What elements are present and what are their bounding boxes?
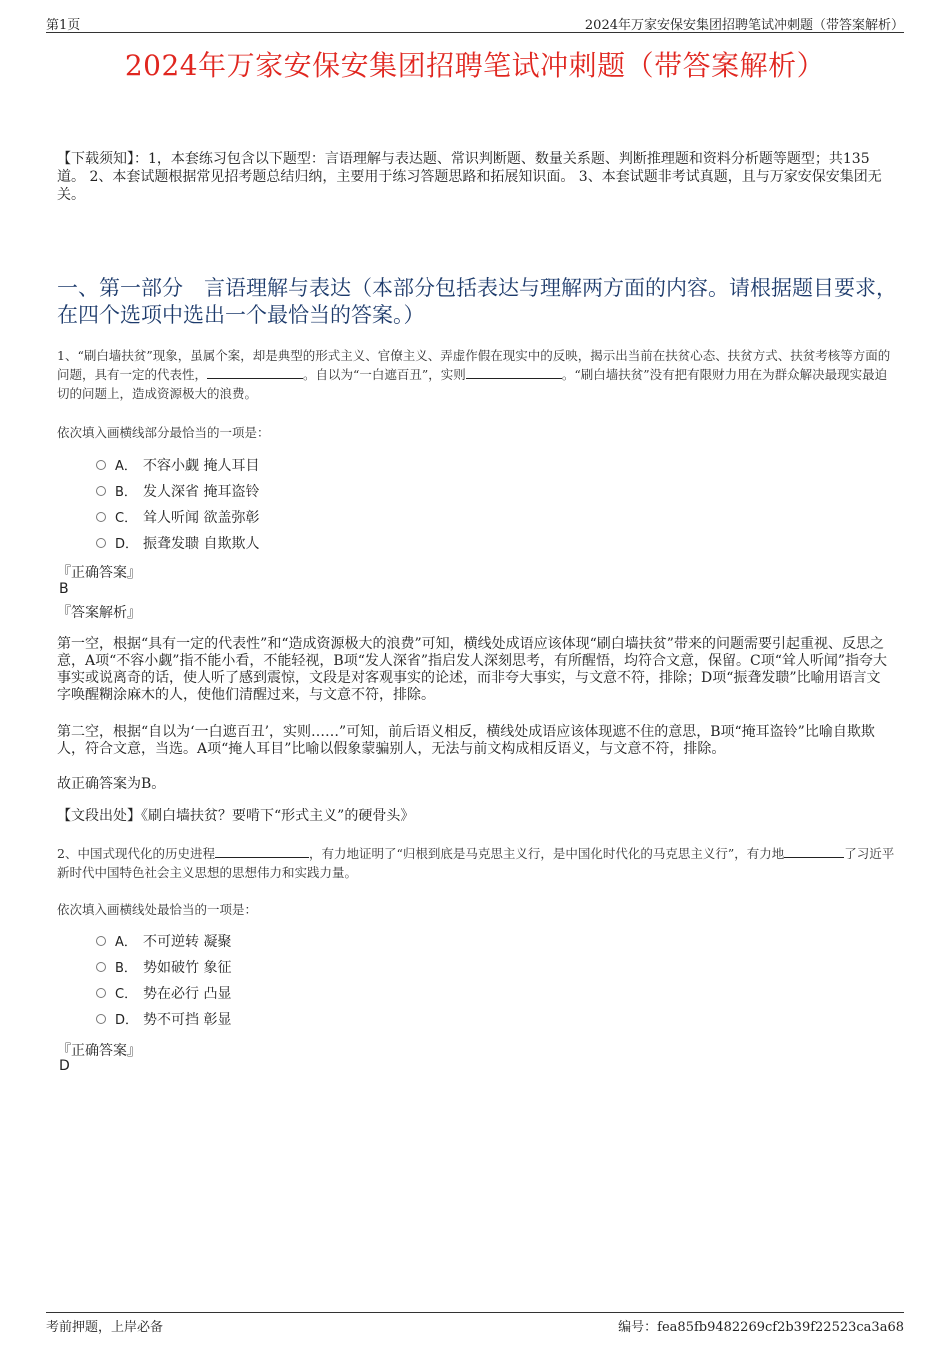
- option-c[interactable]: C． 耸人听闻 欲盖弥彰: [96, 505, 259, 531]
- radio-icon[interactable]: [96, 538, 106, 548]
- section-heading: 一、第一部分 言语理解与表达（本部分包括表达与理解两方面的内容。请根据题目要求，在四个选项中选出一个最恰当的答案。）: [57, 276, 897, 327]
- option-c[interactable]: C． 势在必行 凸显: [96, 981, 231, 1007]
- correct-answer: D: [59, 1058, 70, 1074]
- correct-answer: B: [59, 581, 69, 597]
- radio-icon[interactable]: [96, 988, 106, 998]
- analysis-paragraph-1: 第一空，根据“具有一定的代表性”和“造成资源极大的浪费”可知，横线处成语应该体现“刷白墙扶贫”带来的问题需要引起重视、反思之意，A项“不容小觑”指不能小看，不能轻视，B项“发人深省”指启发人深刻思考，有所醒悟，均符合文意，保留。C项“耸人听闻”指夸大事实或说离奇的话，使人听了感到震惊，文段是对客观事实的论述，而非夸大事实，与文意不符，排除；D项“振聋发聩”比喻用语言文字唤醒糊涂麻木的人，使他们清醒过来，与文意不符，排除。: [57, 636, 888, 703]
- answer-blank-1: [207, 366, 303, 379]
- question-1-prompt: 依次填入画横线部分最恰当的一项是：: [57, 425, 270, 440]
- footer-slogan: 考前押题，上岸必备: [46, 1320, 164, 1335]
- question-2-prompt: 依次填入画横线处最恰当的一项是：: [57, 902, 258, 917]
- answer-blank-2: [784, 845, 844, 858]
- option-b[interactable]: B． 发人深省 掩耳盗铃: [96, 479, 259, 505]
- radio-icon[interactable]: [96, 460, 106, 470]
- answer-blank-1: [215, 845, 309, 858]
- radio-icon[interactable]: [96, 936, 106, 946]
- document-id: 编号：fea85fb9482269cf2b39f22523ca3a68: [618, 1320, 904, 1335]
- option-d[interactable]: D． 振聋发聩 自欺欺人: [96, 531, 259, 557]
- page-header: [46, 12, 904, 33]
- radio-icon[interactable]: [96, 512, 106, 522]
- question-1-options: [96, 453, 259, 557]
- answer-label: 『正确答案』: [57, 565, 141, 581]
- download-notice: 【下载须知】：1，本套练习包含以下题型：言语理解与表达题、常识判断题、数量关系题、判断推理题和资料分析题等题型；共135道。 2、本套试题根据常见招考题总结归纳，主要用于练习答题思路和拓展知识面。 3、本套试题非考试真题，且与万家安保安集团无关。: [57, 151, 882, 203]
- option-a[interactable]: A． 不容小觑 掩人耳目: [96, 453, 259, 479]
- page-number: 第1页: [46, 18, 81, 33]
- analysis-conclusion: 故正确答案为B。: [57, 776, 166, 792]
- radio-icon[interactable]: [96, 486, 106, 496]
- question-2-text: 2、中国式现代化的历史进程 ，有力地证明了“归根到底是马克思主义行，是中国化时代化的马克思主义行”，有力地 了习近平新时代中国特色社会主义思想的思想伟力和实践力量。: [57, 846, 895, 880]
- radio-icon[interactable]: [96, 962, 106, 972]
- radio-icon[interactable]: [96, 1014, 106, 1024]
- option-d[interactable]: D． 势不可挡 彰显: [96, 1007, 231, 1033]
- header-doc-title: 2024年万家安保安集团招聘笔试冲刺题（带答案解析）: [584, 18, 904, 33]
- answer-label: 『正确答案』: [57, 1043, 141, 1059]
- question-2-options: [96, 929, 231, 1033]
- option-b[interactable]: B． 势如破竹 象征: [96, 955, 231, 981]
- passage-source: 【文段出处】《刷白墙扶贫？要啃下“形式主义”的硬骨头》: [57, 808, 415, 824]
- option-a[interactable]: A． 不可逆转 凝聚: [96, 929, 231, 955]
- question-1-text: 1、“刷白墙扶贫”现象，虽属个案，却是典型的形式主义、官僚主义、弄虚作假在现实中的反映，揭示出当前在扶贫心态、扶贫方式、扶贫考核等方面的问题，具有一定的代表性， 。自以为“一白遮百丑”，实则 。“刷白墙扶贫”没有把有限财力用在为群众解决最现实最迫切的问题上，造成资源极大的浪费。: [57, 348, 891, 401]
- analysis-paragraph-2: 第二空，根据“自以为‘一白遮百丑’，实则……”可知，前后语义相反，横线处成语应该体现遮不住的意思，B项“掩耳盗铃”比喻自欺欺人，符合文意，当选。A项“掩人耳目”比喻以假象蒙骗别人，无法与前文构成相反语义，与文意不符，排除。: [57, 724, 875, 757]
- page-footer: [46, 1312, 904, 1335]
- answer-blank-2: [466, 366, 562, 379]
- analysis-label: 『答案解析』: [57, 605, 141, 621]
- document-title: 2024年万家安保安集团招聘笔试冲刺题（带答案解析）: [124, 49, 826, 82]
